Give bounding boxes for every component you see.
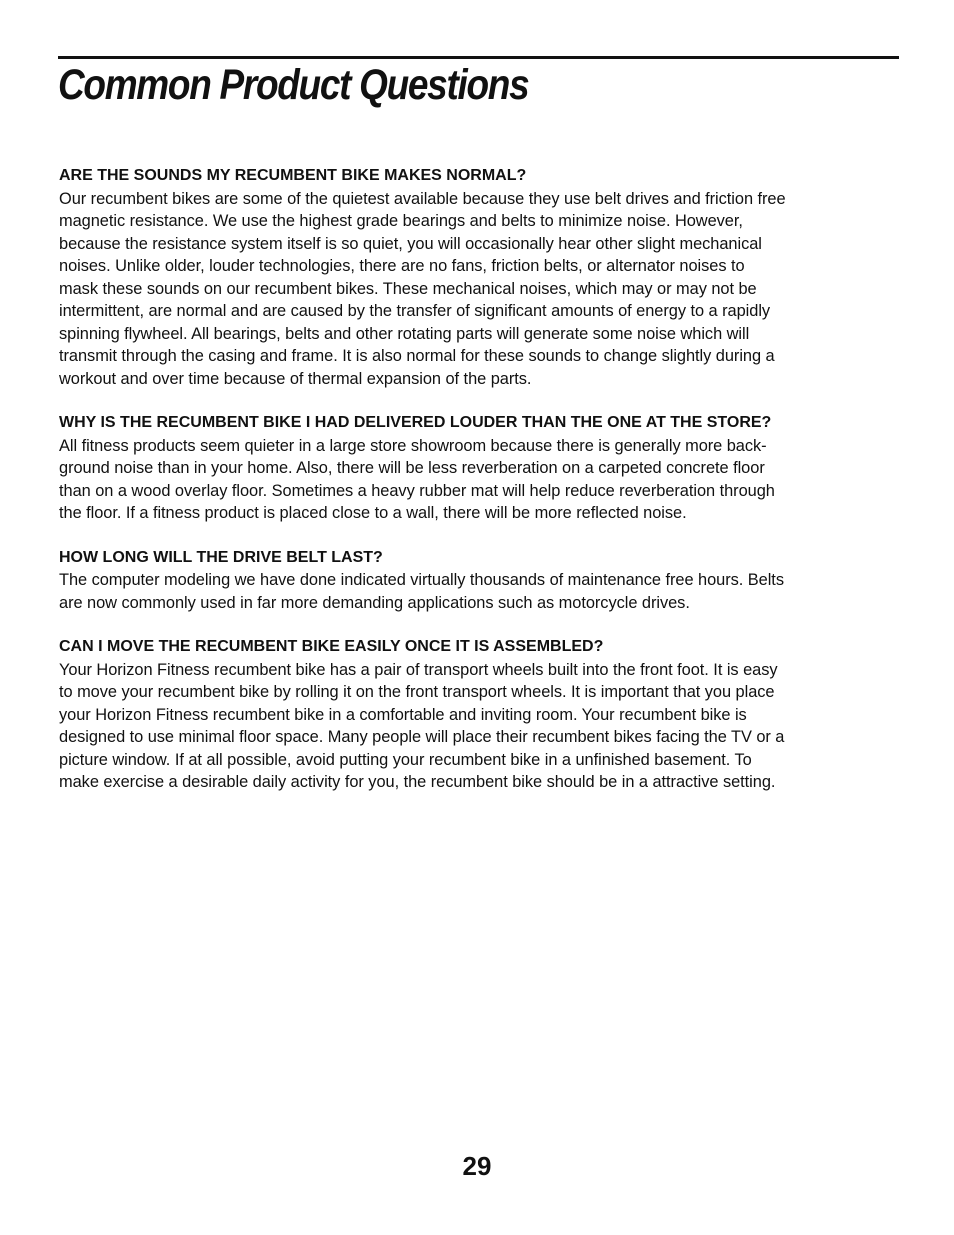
header-rule bbox=[58, 56, 899, 59]
answer-line: transmit through the casing and frame. It is also normal for these sounds to change slightly during a bbox=[59, 347, 775, 365]
faq-answer bbox=[59, 659, 899, 794]
answer-line: Your Horizon Fitness recumbent bike has a pair of transport wheels built into the front foot. It is easy bbox=[59, 660, 778, 679]
answer-line: designed to use minimal floor space. Many people will place their recumbent bikes facing the TV or a bbox=[59, 728, 785, 746]
page-title: Common Product Questions bbox=[58, 61, 529, 109]
faq-section bbox=[59, 165, 899, 816]
faq-item-moving-bike bbox=[59, 636, 899, 794]
answer-line: The computer modeling we have done indicated virtually thousands of maintenance free hours. Belts bbox=[59, 571, 784, 589]
answer-line: All fitness products seem quieter in a large store showroom because there is generally more back- bbox=[59, 436, 767, 455]
answer-line: ground noise than in your home. Also, there will be less reverberation on a carpeted concrete floor bbox=[59, 459, 765, 477]
faq-item-sounds-normal bbox=[59, 165, 899, 390]
faq-question: CAN I MOVE THE RECUMBENT BIKE EASILY ONCE IT IS ASSEMBLED? bbox=[59, 638, 604, 655]
faq-question: HOW LONG WILL THE DRIVE BELT LAST? bbox=[59, 548, 383, 566]
answer-line: than on a wood overlay floor. Sometimes a heavy rubber mat will help reduce reverberation through bbox=[59, 481, 775, 500]
answer-line: mask these sounds on our recumbent bikes. These mechanical noises, which may or may not be bbox=[59, 279, 757, 298]
faq-item-louder-at-home bbox=[59, 412, 899, 525]
answer-line: picture window. If at all possible, avoid putting your recumbent bike in a unfinished basement. To bbox=[59, 750, 752, 769]
answer-line: to move your recumbent bike by rolling it on the front transport wheels. It is important that you place bbox=[59, 683, 775, 701]
faq-answer bbox=[59, 188, 899, 391]
page-number: 29 bbox=[462, 1151, 492, 1181]
answer-line: are now commonly used in far more demanding applications such as motorcycle drives. bbox=[59, 593, 690, 612]
faq-question: WHY IS THE RECUMBENT BIKE I HAD DELIVERED LOUDER THAN THE ONE AT THE STORE? bbox=[59, 414, 772, 431]
answer-line: because the resistance system itself is so quiet, you will occasionally hear other slight mechanical bbox=[59, 234, 762, 253]
faq-answer bbox=[59, 435, 899, 525]
answer-line: noises. Unlike older, louder technologies, there are no fans, friction belts, or alternator noises to bbox=[59, 257, 745, 275]
answer-line: spinning flywheel. All bearings, belts and other rotating parts will generate some noise which will bbox=[59, 324, 750, 343]
faq-question: ARE THE SOUNDS MY RECUMBENT BIKE MAKES NORMAL? bbox=[59, 167, 527, 184]
faq-item-drive-belt bbox=[59, 547, 899, 615]
answer-line: intermittent, are normal and are caused by the transfer of significant amounts of energy to a rapidly bbox=[59, 302, 771, 320]
faq-answer bbox=[59, 569, 899, 614]
answer-line: make exercise a desirable daily activity for you, the recumbent bike should be in a attractive setting. bbox=[59, 773, 776, 791]
answer-line: Our recumbent bikes are some of the quietest available because they use belt drives and friction free bbox=[59, 189, 786, 208]
answer-line: your Horizon Fitness recumbent bike in a comfortable and inviting room. Your recumbent bike is bbox=[59, 705, 747, 724]
answer-line: magnetic resistance. We use the highest grade bearings and belts to minimize noise. However, bbox=[59, 212, 743, 230]
answer-line: the floor. If a fitness product is placed close to a wall, there will be more reflected noise. bbox=[59, 504, 687, 522]
answer-line: workout and over time because of thermal expansion of the parts. bbox=[59, 369, 532, 388]
